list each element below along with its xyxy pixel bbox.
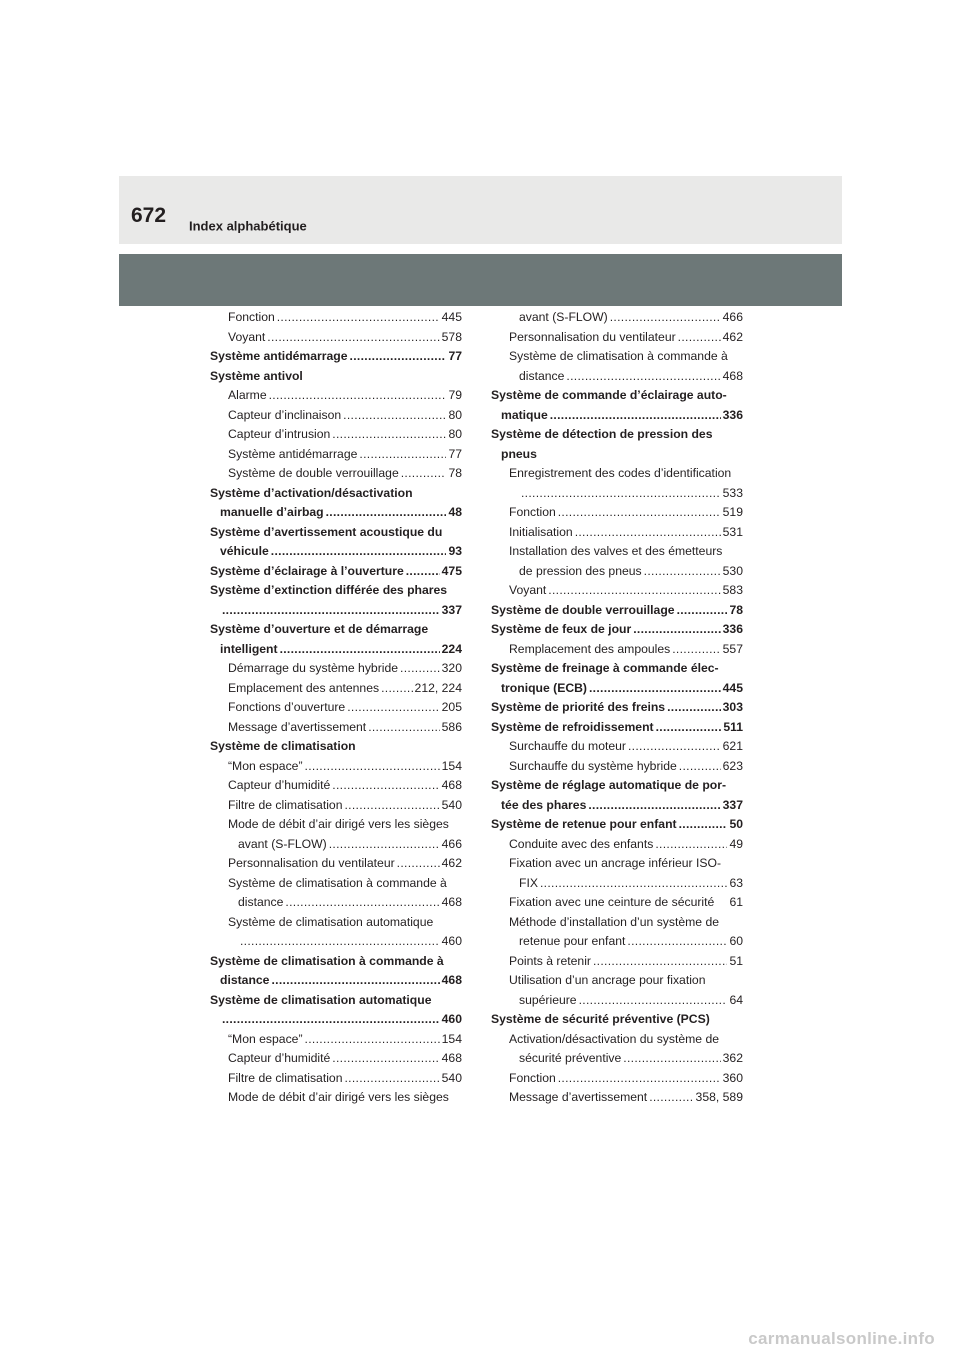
page-header <box>119 176 842 244</box>
index-entry-text: Système d’éclairage à l’ouverture <box>210 563 404 578</box>
index-entry <box>491 328 743 348</box>
index-entry-text: Surchauffe du système hybride <box>509 758 677 773</box>
index-entry-page: 462 <box>441 856 462 870</box>
index-entry-text: Filtre de climatisation <box>228 797 343 812</box>
index-entry <box>491 874 743 894</box>
index-entry-text: Capteur d’inclinaison <box>228 407 342 422</box>
watermark: carmanualsonline.info <box>748 1329 935 1348</box>
dot-leader <box>326 503 447 523</box>
index-entry <box>210 386 462 406</box>
index-entry-text: Démarrage du système hybride <box>228 661 399 675</box>
dot-leader <box>397 854 440 874</box>
index-entry-page: 93 <box>448 544 462 558</box>
index-entry <box>210 874 462 894</box>
dot-leader <box>633 620 720 640</box>
dot-leader <box>623 1049 720 1069</box>
index-entry <box>210 503 462 523</box>
index-entry-page: 623 <box>722 758 743 773</box>
index-entry <box>210 1030 462 1050</box>
index-entry-page: 212, 224 <box>414 680 462 695</box>
index-entry <box>491 971 743 991</box>
index-entry <box>491 659 743 679</box>
index-entry-page: 336 <box>722 407 743 422</box>
index-entry-page: 583 <box>722 583 743 597</box>
index-entry <box>210 913 462 933</box>
index-entry <box>210 445 462 465</box>
index-entry <box>210 679 462 699</box>
index-entry-text: Fonctions d’ouverture <box>228 700 346 714</box>
index-entry-page: 77 <box>448 446 462 461</box>
index-entry <box>210 1049 462 1069</box>
dot-leader <box>332 1049 439 1069</box>
dot-leader <box>656 718 722 738</box>
dot-leader <box>269 386 447 406</box>
index-entry-page: 154 <box>441 758 462 773</box>
index-entry-page: 460 <box>441 934 462 948</box>
index-entry-page: 303 <box>722 700 743 714</box>
dot-leader <box>678 328 721 348</box>
index-entry <box>491 445 743 465</box>
index-entry-text: Système de climatisation automatique <box>228 914 434 929</box>
index-entry-text: Points à retenir <box>509 953 591 968</box>
index-entry-page: 475 <box>441 563 462 578</box>
index-entry <box>491 601 743 621</box>
index-entry <box>210 659 462 679</box>
index-entry-text: Fixation avec une ceinture de sécurité <box>509 895 715 909</box>
index-entry-text: distance <box>238 895 284 909</box>
index-entry-text: Système de freinage à commande élec- <box>491 661 719 675</box>
index-entry-text: Système d’extinction différée des phares <box>210 583 448 597</box>
index-entry-page: 466 <box>722 310 743 324</box>
index-entry <box>210 484 462 504</box>
index-entry-text: Remplacement des ampoules <box>509 641 671 656</box>
index-entry-page: 337 <box>441 602 462 617</box>
dot-leader <box>667 698 721 718</box>
index-entry-text: manuelle d’airbag <box>220 505 324 519</box>
index-entry-text: tée des phares <box>501 797 587 812</box>
dot-leader <box>305 1030 440 1050</box>
index-entry-text: Mode de débit d’air dirigé vers les sièges <box>228 817 449 831</box>
index-column-left <box>210 308 462 1108</box>
index-entry <box>491 562 743 582</box>
dot-leader <box>329 835 440 855</box>
dot-leader <box>649 1088 693 1108</box>
index-entry <box>210 854 462 874</box>
index-entry-text: avant (S-FLOW) <box>519 310 608 324</box>
index-entry-text: Voyant <box>509 583 547 597</box>
index-entry-page: 445 <box>441 310 462 324</box>
dot-leader <box>332 776 439 796</box>
index-entry-text: Emplacement des antennes <box>228 680 380 695</box>
index-entry <box>491 503 743 523</box>
index-entry <box>491 367 743 387</box>
index-entry <box>491 308 743 328</box>
index-entry <box>210 620 462 640</box>
index-entry-text: Système de climatisation à commande à <box>210 953 444 968</box>
index-entry <box>491 1088 743 1108</box>
index-entry-page: 578 <box>441 329 462 344</box>
index-entry <box>491 893 743 913</box>
dot-leader <box>305 757 440 777</box>
index-entry-text: Système de retenue pour enfant <box>491 817 677 831</box>
index-entry-page: 80 <box>448 407 462 422</box>
dot-leader <box>679 815 728 835</box>
index-entry-page: 540 <box>441 1070 462 1085</box>
index-entry-page: 49 <box>729 836 743 851</box>
index-entry-page: 64 <box>729 992 743 1007</box>
dot-leader <box>267 328 439 348</box>
index-entry-text: pneus <box>501 446 537 461</box>
dot-leader <box>332 425 446 445</box>
index-entry <box>210 698 462 718</box>
index-entry-text: Système de détection de pression des <box>491 427 713 441</box>
index-entry <box>491 542 743 562</box>
section-title: Index alphabétique <box>189 218 307 234</box>
dot-leader <box>575 523 721 543</box>
index-entry-text: Système de double verrouillage <box>491 602 675 617</box>
dot-leader <box>655 835 727 855</box>
dot-leader <box>558 1069 721 1089</box>
index-entry-text: Enregistrement des codes d’identification <box>509 466 732 480</box>
dot-leader <box>610 308 721 328</box>
dot-leader <box>558 503 721 523</box>
index-entry-page: 224 <box>441 641 462 656</box>
index-entry-text: Voyant <box>228 329 266 344</box>
index-entry-page: 77 <box>448 349 462 363</box>
index-entry-text: Système d’activation/désactivation <box>210 485 413 500</box>
index-entry-page: 61 <box>729 895 743 909</box>
index-entry-text: de pression des pneus <box>519 563 642 578</box>
index-entry-page: 79 <box>448 388 462 402</box>
index-entry <box>210 991 462 1011</box>
index-entry-text: Système d’avertissement acoustique du <box>210 524 443 539</box>
index-entry-text: Message d’avertissement <box>228 719 367 734</box>
index-entry-page: 468 <box>441 1051 462 1065</box>
index-entry-text: Système de feux de jour <box>491 622 632 636</box>
index-entry <box>491 815 743 835</box>
index-entry-text: Capteur d’humidité <box>228 778 331 792</box>
index-entry-text: Fixation avec un ancrage inférieur ISO- <box>509 856 722 870</box>
dot-leader <box>344 796 439 816</box>
index-entry <box>491 932 743 952</box>
dot-leader <box>540 874 727 894</box>
index-entry-text: Capteur d’intrusion <box>228 427 331 441</box>
dot-leader <box>222 1010 440 1030</box>
dot-leader <box>550 406 721 426</box>
index-entry-page: 80 <box>448 427 462 441</box>
index-entry <box>210 835 462 855</box>
index-entry <box>210 1010 462 1030</box>
index-entry-page: 466 <box>441 836 462 851</box>
index-entry <box>491 737 743 757</box>
index-entry <box>210 776 462 796</box>
index-entry-text: Système antivol <box>210 368 303 383</box>
index-entry <box>491 386 743 406</box>
index-entry <box>491 854 743 874</box>
index-column-right <box>491 308 743 1108</box>
dot-leader <box>222 601 440 621</box>
index-entry-text: Système de climatisation <box>210 739 356 753</box>
dot-leader <box>672 640 720 660</box>
index-entry <box>210 347 462 367</box>
index-entry-page: 533 <box>722 485 743 500</box>
index-entry <box>210 757 462 777</box>
index-entry-text: Système d’ouverture et de démarrage <box>210 622 429 636</box>
index-entry <box>210 737 462 757</box>
index-entry-page: 63 <box>729 875 743 890</box>
index-entry-text: Système de double verrouillage <box>228 466 399 480</box>
page-number: 672 <box>131 204 167 227</box>
index-entry <box>491 991 743 1011</box>
index-entry <box>491 464 743 484</box>
index-entry-text: distance <box>220 973 270 987</box>
index-entry-page: 531 <box>722 524 743 539</box>
index-entry-text: FIX <box>519 875 538 890</box>
index-entry <box>491 776 743 796</box>
index-entry <box>491 425 743 445</box>
dot-leader <box>566 367 720 387</box>
index-entry-page: 336 <box>722 622 743 636</box>
dot-leader <box>350 347 447 367</box>
index-entry-page: 586 <box>441 719 462 734</box>
index-entry <box>491 620 743 640</box>
index-entry-text: Fonction <box>509 505 556 519</box>
index-entry-text: Système de climatisation à commande à <box>228 875 447 890</box>
index-entry-page: 530 <box>722 563 743 578</box>
dot-leader <box>679 757 721 777</box>
dot-leader <box>381 679 412 699</box>
index-entry <box>210 893 462 913</box>
index-entry <box>210 464 462 484</box>
dot-leader <box>406 562 440 582</box>
index-entry-text: Système de sécurité préventive (PCS) <box>491 1012 710 1026</box>
index-entry-text: “Mon espace” <box>228 1031 303 1046</box>
dot-leader <box>579 991 728 1011</box>
index-entry-page: 519 <box>722 505 743 519</box>
index-entry <box>491 835 743 855</box>
dot-leader <box>589 679 721 699</box>
dot-leader <box>285 893 439 913</box>
dot-leader <box>344 1069 439 1089</box>
index-entry-text: Alarme <box>228 388 267 402</box>
index-entry-page: 320 <box>441 661 462 675</box>
index-entry-page: 445 <box>722 680 743 695</box>
index-entry-text: Système antidémarrage <box>210 349 348 363</box>
index-entry-text: intelligent <box>220 641 278 656</box>
index-entry-text: Système de climatisation automatique <box>210 992 432 1007</box>
index-entry-text: supérieure <box>519 992 577 1007</box>
index-entry <box>491 523 743 543</box>
index-entry <box>491 1069 743 1089</box>
index-entry <box>210 796 462 816</box>
index-entry-page: 468 <box>441 778 462 792</box>
index-entry-text: véhicule <box>220 544 269 558</box>
dot-leader <box>593 952 727 972</box>
index-entry <box>491 347 743 367</box>
index-entry-page: 540 <box>441 797 462 812</box>
index-entry-text: sécurité préventive <box>519 1051 622 1065</box>
index-entry-page: 460 <box>441 1012 462 1026</box>
index-entry-text: Fonction <box>509 1070 556 1085</box>
index-entry-page: 337 <box>722 797 743 812</box>
index-entry-page: 360 <box>722 1070 743 1085</box>
index-entry-text: Message d’avertissement <box>509 1090 648 1104</box>
index-entry <box>491 952 743 972</box>
index-entry <box>491 1030 743 1050</box>
index-entry <box>210 425 462 445</box>
index-entry-text: Méthode d’installation d’un système de <box>509 914 720 929</box>
dot-leader <box>548 581 720 601</box>
index-entry <box>210 932 462 952</box>
index-entry <box>210 581 462 601</box>
index-entry <box>491 913 743 933</box>
index-entry-text: Système de commande d’éclairage auto- <box>491 388 727 402</box>
index-entry-page: 621 <box>722 739 743 753</box>
index-entry-text: Personnalisation du ventilateur <box>509 329 676 344</box>
index-entry-text: retenue pour enfant <box>519 934 626 948</box>
index-entry-text: avant (S-FLOW) <box>238 836 327 851</box>
dot-leader <box>400 659 440 679</box>
dot-leader <box>588 796 720 816</box>
index-entry-text: Surchauffe du moteur <box>509 739 626 753</box>
index-entry-page: 60 <box>729 934 743 948</box>
index-entry <box>491 679 743 699</box>
index-entry-page: 511 <box>723 719 743 734</box>
index-entry <box>491 484 743 504</box>
dot-leader <box>271 542 447 562</box>
dot-leader <box>280 640 440 660</box>
index-entry-text: tronique (ECB) <box>501 680 587 695</box>
dot-leader <box>359 445 446 465</box>
dot-leader <box>271 971 439 991</box>
index-entry-page: 358, 589 <box>695 1090 743 1104</box>
index-entry <box>491 581 743 601</box>
index-entry-text: Fonction <box>228 310 275 324</box>
index-entry-text: Initialisation <box>509 524 573 539</box>
header-band <box>119 254 842 306</box>
index-entry-text: Filtre de climatisation <box>228 1070 343 1085</box>
index-entry-page: 468 <box>441 973 462 987</box>
index-entry-page: 468 <box>722 368 743 383</box>
index-entry-page: 51 <box>729 953 743 968</box>
dot-leader <box>277 308 440 328</box>
index-entry-page: 50 <box>729 817 743 831</box>
index-entry <box>210 601 462 621</box>
index-entry <box>210 523 462 543</box>
index-entry <box>491 640 743 660</box>
index-entry-page: 362 <box>722 1051 743 1065</box>
index-entry <box>210 308 462 328</box>
index-entry <box>210 542 462 562</box>
dot-leader <box>401 464 447 484</box>
index-entry <box>491 406 743 426</box>
index-entry-text: “Mon espace” <box>228 758 303 773</box>
index-entry <box>210 562 462 582</box>
index-entry <box>210 1069 462 1089</box>
index-entry <box>210 640 462 660</box>
dot-leader <box>644 562 721 582</box>
index-entry <box>491 698 743 718</box>
index-entry <box>210 971 462 991</box>
dot-leader <box>628 737 721 757</box>
index-entry <box>210 406 462 426</box>
index-entry-text: Capteur d’humidité <box>228 1051 331 1065</box>
index-entry-page: 557 <box>722 641 743 656</box>
index-entry-page: 48 <box>448 505 462 519</box>
index-entry-text: Personnalisation du ventilateur <box>228 856 395 870</box>
index-entry <box>491 757 743 777</box>
dot-leader <box>240 932 440 952</box>
index-entry-page: 154 <box>441 1031 462 1046</box>
index-entry-page: 462 <box>722 329 743 344</box>
index-entry-page: 78 <box>729 602 743 617</box>
index-entry-text: Système de priorité des freins <box>491 700 666 714</box>
index-entry <box>210 328 462 348</box>
index-entry <box>491 796 743 816</box>
index-entry <box>491 718 743 738</box>
index-entry-text: Installation des valves et des émetteurs <box>509 544 723 558</box>
dot-leader <box>343 406 446 426</box>
index-entry <box>210 952 462 972</box>
index-entry-page: 78 <box>448 466 462 480</box>
index-entry-text: Conduite avec des enfants <box>509 836 654 851</box>
index-entry-text: Système de réglage automatique de por- <box>491 778 727 792</box>
dot-leader <box>677 601 728 621</box>
index-entry-text: Mode de débit d’air dirigé vers les sièges <box>228 1090 449 1104</box>
index-entry-text: Système de climatisation à commande à <box>509 349 728 363</box>
index-entry <box>491 1010 743 1030</box>
index-entry-text: Système antidémarrage <box>228 446 358 461</box>
dot-leader <box>347 698 439 718</box>
index-entry <box>210 718 462 738</box>
index-entry <box>210 1088 462 1108</box>
dot-leader <box>521 484 721 504</box>
index-entry-text: Utilisation d’un ancrage pour fixation <box>509 973 706 987</box>
index-entry <box>210 367 462 387</box>
dot-leader <box>368 718 439 738</box>
index-entry-page: 468 <box>441 895 462 909</box>
index-entry <box>491 1049 743 1069</box>
index-entry <box>210 815 462 835</box>
index-entry-text: Système de refroidissement <box>491 719 654 734</box>
index-entry-page: 205 <box>441 700 462 714</box>
index-entry-text: distance <box>519 368 565 383</box>
index-entry-text: matique <box>501 407 548 422</box>
dot-leader <box>627 932 727 952</box>
index-entry-text: Activation/désactivation du système de <box>509 1031 720 1046</box>
